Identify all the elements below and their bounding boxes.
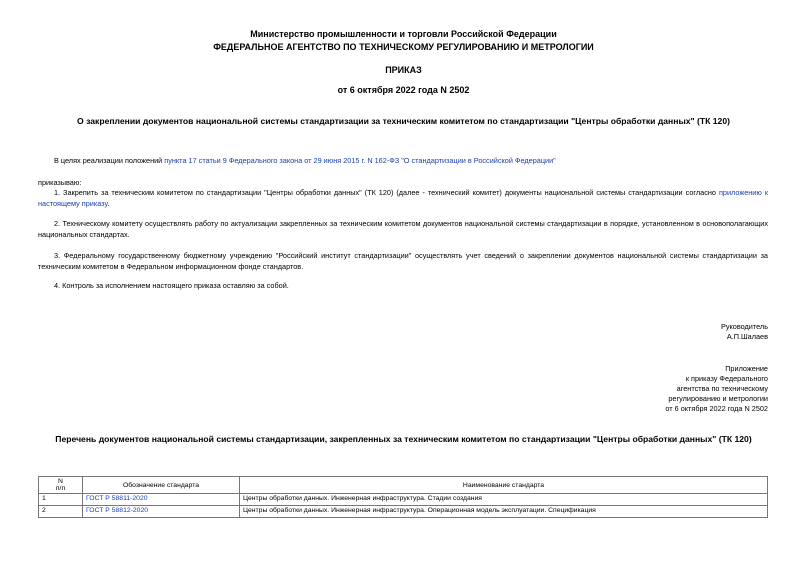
law-reference-link[interactable]: пункта 17 статьи 9 Федерального закона от 29 июня 2015 г. N 162-ФЗ "О стандартизации в Российской Федерации" xyxy=(164,156,556,165)
paragraph-2: 2. Техническому комитету осуществлять работу по актуализации закрепленных за техническим комитетом документов национальной системы стандартизации в порядке, установленном в основополагающих национальных стандартах. xyxy=(38,219,768,239)
header-code: Обозначение стандарта xyxy=(83,477,240,494)
appendix-title: Перечень документов национальной системы стандартизации, закрепленных за техническим комитетом по стандартизации "Центры обработки данных" (ТК 120) xyxy=(55,434,752,444)
row-code xyxy=(83,494,240,506)
appendix-line-5: от 6 октября 2022 года N 2502 xyxy=(665,404,768,413)
header-number-line1: N xyxy=(58,478,63,485)
document-date: от 6 октября 2022 года N 2502 xyxy=(337,85,470,95)
paragraph-1-text: 1. Закрепить за техническим комитетом по стандартизации "Центры обработки данных" (ТК 120) (далее - технический комитет) документы национальной системы стандартизации согласно xyxy=(54,188,716,197)
signature-name: А.П.Шалаев xyxy=(726,332,768,341)
paragraph-4: 4. Контроль за исполнением настоящего приказа оставляю за собой. xyxy=(54,281,289,290)
header-number-line2: п/п xyxy=(55,485,66,492)
paragraph-3: 3. Федеральному государственному бюджетному учреждению "Российский институт стандартизации" осуществлять учет сведений о закреплении документов национальной системы стандартизации за техническим комитетом в Федеральном информационном фонде стандартов. xyxy=(38,251,768,271)
row-name: Центры обработки данных. Инженерная инфраструктура. Стадии создания xyxy=(240,494,768,506)
appendix-link[interactable]: приложению к настоящему приказу xyxy=(38,188,769,208)
ministry-name: Министерство промышленности и торговли Российской Федерации xyxy=(250,29,557,39)
appendix-line-3: агентства по техническому xyxy=(676,384,768,393)
row-number: 2 xyxy=(39,506,83,518)
appendix-line-1: Приложение xyxy=(725,364,768,373)
agency-name: ФЕДЕРАЛЬНОЕ АГЕНТСТВО ПО ТЕХНИЧЕСКОМУ РЕГУЛИРОВАНИЮ И МЕТРОЛОГИИ xyxy=(213,42,594,52)
table-row xyxy=(39,494,768,506)
table-row xyxy=(39,506,768,518)
paragraph-1-end: . xyxy=(107,199,110,208)
appendix-line-4: регулированию и метрологии xyxy=(668,394,768,403)
standards-table xyxy=(38,476,768,518)
row-name: Центры обработки данных. Инженерная инфраструктура. Операционная модель эксплуатации. Спецификация xyxy=(240,506,768,518)
header-number xyxy=(39,477,83,494)
intro-paragraph xyxy=(38,155,768,166)
table-header-row xyxy=(39,477,768,494)
order-word: приказываю: xyxy=(38,178,82,187)
standard-link[interactable]: ГОСТ Р 58812-2020 xyxy=(86,507,149,514)
standard-link[interactable]: ГОСТ Р 58811-2020 xyxy=(86,495,148,502)
document-type: ПРИКАЗ xyxy=(385,65,422,75)
intro-prefix: В целях реализации положений xyxy=(54,156,163,165)
paragraph-1 xyxy=(38,187,768,209)
row-number: 1 xyxy=(39,494,83,506)
row-code xyxy=(83,506,240,518)
signature-position: Руководитель xyxy=(720,322,768,331)
appendix-line-2: к приказу Федерального xyxy=(685,374,768,383)
document-title: О закреплении документов национальной системы стандартизации за техническим комитетом по стандартизации "Центры обработки данных" (ТК 120) xyxy=(77,116,730,126)
header-name: Наименование стандарта xyxy=(240,477,768,494)
